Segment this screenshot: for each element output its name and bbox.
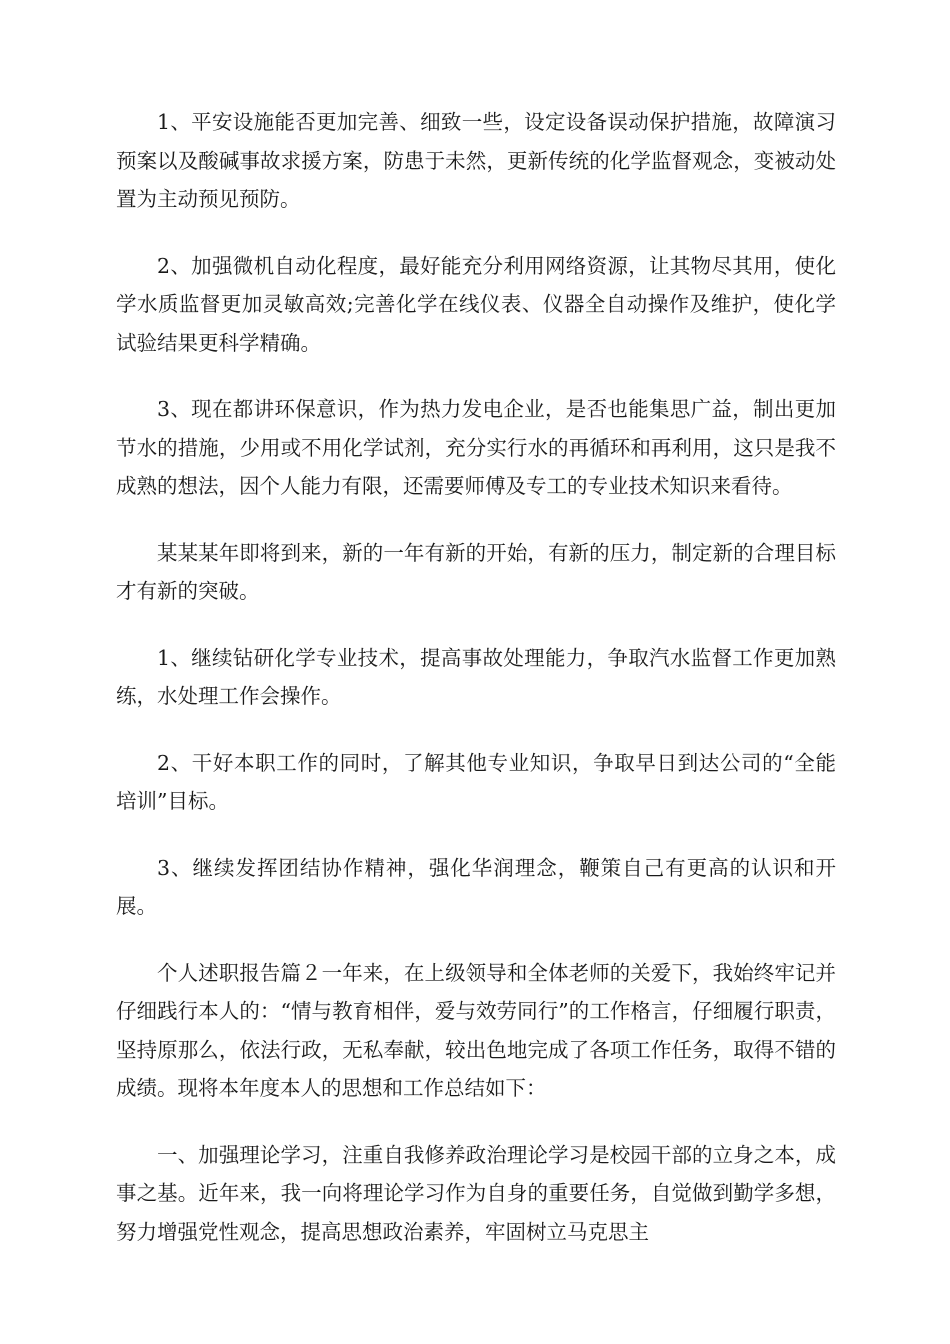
paragraph-2: 2、加强微机自动化程度，最好能充分利用网络资源，让其物尽其用，使化学水质监督更加灵敏高效;完善化学在线仪表、仪器全自动操作及维护，使化学试验结果更科学精确。	[116, 253, 836, 355]
paragraph-1: 1、平安设施能否更加完善、细致一些，设定设备误动保护措施，故障演习预案以及酸碱事故求援方案，防患于未然，更新传统的化学监督观念，变被动处置为主动预见预防。	[116, 110, 836, 211]
document-body	[116, 103, 836, 1279]
paragraph-8: 个人述职报告篇２一年来，在上级领导和全体老师的关爱下，我始终牢记并仔细践行本人的：“情与教育相伴，爱与效劳同行”的工作格言，仔细履行职责，坚持原那么，依法行政，无私奉献，较出色地完成了各项工作任务，取得不错的成绩。现将本年度本人的思想和工作总结如下：	[116, 960, 836, 1100]
paragraph-5: 1、继续钻研化学专业技术，提高事故处理能力，争取汽水监督工作更加熟练，水处理工作会操作。	[116, 645, 836, 708]
paragraph-4: 某某某年即将到来，新的一年有新的开始，有新的压力，制定新的合理目标才有新的突破。	[116, 540, 836, 603]
paragraph-3: 3、现在都讲环保意识，作为热力发电企业，是否也能集思广益，制出更加节水的措施，少用或不用化学试剂，充分实行水的再循环和再利用，这只是我不成熟的想法，因个人能力有限，还需要师傅及专工的专业技术知识来看待。	[116, 397, 836, 498]
paragraph-9: 一、加强理论学习，注重自我修养政治理论学习是校园干部的立身之本，成事之基。近年来，我一向将理论学习作为自身的重要任务，自觉做到勤学多想，努力增强党性观念，提高思想政治素养，牢固树立马克思主	[116, 1142, 836, 1244]
paragraph-6: 2、干好本职工作的同时，了解其他专业知识，争取早日到达公司的“全能培训”目标。	[116, 750, 836, 813]
paragraph-7: 3、继续发挥团结协作精神，强化华润理念，鞭策自己有更高的认识和开展。	[116, 855, 836, 918]
